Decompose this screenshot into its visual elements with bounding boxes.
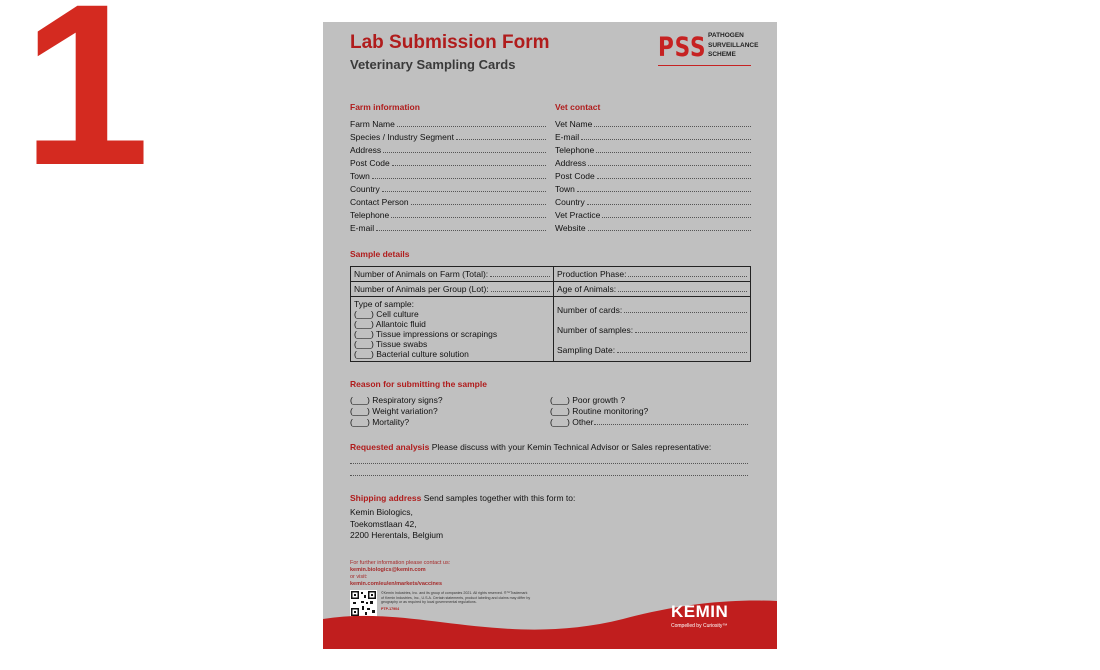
production-phase-cell[interactable] bbox=[554, 267, 751, 282]
requested-analysis bbox=[350, 442, 711, 452]
vet-contact-field[interactable] bbox=[555, 131, 751, 142]
pss-line2: SURVEILLANCE bbox=[708, 41, 759, 49]
farm-info-field[interactable] bbox=[350, 222, 546, 233]
number-of-cards-field[interactable] bbox=[557, 305, 747, 315]
farm-info-field-label: Post Code bbox=[350, 158, 390, 168]
reason-option[interactable]: (___) Poor growth ? bbox=[550, 395, 626, 405]
farm-info-field[interactable] bbox=[350, 144, 546, 155]
farm-info-heading: Farm information bbox=[350, 102, 420, 112]
number-of-cards-label: Number of cards: bbox=[557, 305, 623, 315]
vet-contact-field-label: E-mail bbox=[555, 132, 580, 142]
pss-acronym: PSS bbox=[658, 32, 707, 63]
vet-contact-field[interactable] bbox=[555, 196, 751, 207]
vet-contact-heading: Vet contact bbox=[555, 102, 601, 112]
info-email-link[interactable]: kemin.biologics@kemin.com bbox=[350, 567, 426, 573]
kemin-tagline: Compelled by Curiosity™ bbox=[671, 623, 728, 629]
vet-contact-field-label: Telephone bbox=[555, 145, 595, 155]
pss-subtitle bbox=[708, 31, 768, 60]
sample-type-option[interactable]: (___) Tissue swabs bbox=[354, 339, 428, 349]
requested-analysis-label: Requested analysis bbox=[350, 442, 430, 452]
reason-option-other[interactable]: (___) Other bbox=[550, 417, 748, 427]
page-number: 1 bbox=[22, 0, 150, 213]
vet-contact-field[interactable] bbox=[555, 144, 751, 155]
vet-contact-field[interactable] bbox=[555, 157, 751, 168]
vet-contact-field-label: Post Code bbox=[555, 171, 595, 181]
requested-analysis-line[interactable] bbox=[350, 463, 748, 464]
animals-total-label: Number of Animals on Farm (Total): bbox=[354, 269, 489, 279]
form-sheet bbox=[323, 22, 777, 649]
farm-info-field-label: Farm Name bbox=[350, 119, 395, 129]
farm-info-field-label: Species / Industry Segment bbox=[350, 132, 454, 142]
vet-contact-field[interactable] bbox=[555, 183, 751, 194]
sample-details-table bbox=[350, 266, 751, 362]
address-line: 2200 Herentals, Belgium bbox=[350, 530, 444, 540]
sample-type-option[interactable]: (___) Cell culture bbox=[354, 309, 419, 319]
shipping-address bbox=[350, 493, 575, 503]
requested-analysis-text: Please discuss with your Kemin Technical Advisor or Sales representative: bbox=[429, 442, 712, 452]
age-cell[interactable] bbox=[554, 282, 751, 297]
farm-info-field[interactable] bbox=[350, 118, 546, 129]
sample-type-cell bbox=[351, 297, 554, 362]
farm-info-field-label: Contact Person bbox=[350, 197, 409, 207]
address-line: Kemin Biologics, bbox=[350, 507, 413, 517]
sample-type-option[interactable]: (___) Bacterial culture solution bbox=[354, 349, 469, 359]
requested-analysis-line[interactable] bbox=[350, 475, 748, 476]
farm-info-field[interactable] bbox=[350, 131, 546, 142]
number-of-samples-label: Number of samples: bbox=[557, 325, 634, 335]
animals-total-cell[interactable] bbox=[351, 267, 554, 282]
sample-details-heading: Sample details bbox=[350, 249, 410, 259]
document-code: PTP-17904 bbox=[381, 606, 400, 611]
vet-contact-field-label: Website bbox=[555, 223, 586, 233]
legal-notice: ©Kemin Industries, Inc. and its group of companies 2021. All rights reserved. ®™Trademark of Kemin Industries, Inc., U.S.A. Certain statements, product labeling and claims may differ by geography or as required by local governmental regulations. bbox=[381, 591, 531, 605]
address-block bbox=[350, 507, 443, 542]
contact-info bbox=[350, 560, 450, 588]
sample-type-option[interactable]: (___) Tissue impressions or scrapings bbox=[354, 329, 498, 339]
vet-contact-field[interactable] bbox=[555, 170, 751, 181]
info-line: or visit: bbox=[350, 574, 368, 580]
info-url-link[interactable]: kemin.com/eu/en/markets/vaccines bbox=[350, 581, 443, 587]
vet-contact-field-label: Country bbox=[555, 197, 585, 207]
reason-heading: Reason for submitting the sample bbox=[350, 379, 487, 389]
farm-info-field[interactable] bbox=[350, 183, 546, 194]
farm-info-field-label: Town bbox=[350, 171, 370, 181]
kemin-logo bbox=[671, 602, 728, 629]
sample-count-cell bbox=[554, 297, 751, 362]
farm-info-field-label: Address bbox=[350, 145, 382, 155]
vet-contact-field-label: Address bbox=[555, 158, 587, 168]
pss-line1: PATHOGEN bbox=[708, 32, 744, 39]
form-subtitle: Veterinary Sampling Cards bbox=[350, 57, 516, 72]
farm-info-field[interactable] bbox=[350, 157, 546, 168]
sampling-date-label: Sampling Date: bbox=[557, 345, 616, 355]
pss-line3: SCHEME bbox=[708, 51, 736, 58]
vet-contact-field[interactable] bbox=[555, 209, 751, 220]
farm-info-field[interactable] bbox=[350, 209, 546, 220]
vet-contact-field[interactable] bbox=[555, 118, 751, 129]
vet-contact-field-label: Town bbox=[555, 184, 575, 194]
reason-option[interactable]: (___) Respiratory signs? bbox=[350, 395, 443, 405]
sample-type-label: Type of sample: bbox=[354, 299, 415, 309]
reason-option[interactable]: (___) Mortality? bbox=[350, 417, 410, 427]
farm-info-field-label: Country bbox=[350, 184, 380, 194]
reason-option[interactable]: (___) Routine monitoring? bbox=[550, 406, 649, 416]
number-of-samples-field[interactable] bbox=[557, 325, 747, 335]
form-title: Lab Submission Form bbox=[350, 32, 550, 53]
production-phase-label: Production Phase: bbox=[557, 269, 627, 279]
sampling-date-field[interactable] bbox=[557, 345, 747, 355]
sample-type-option[interactable]: (___) Allantoic fluid bbox=[354, 319, 426, 329]
farm-info-field-label: Telephone bbox=[350, 210, 390, 220]
animals-group-label: Number of Animals per Group (Lot): bbox=[354, 284, 489, 294]
shipping-address-label: Shipping address bbox=[350, 493, 422, 503]
vet-contact-field[interactable] bbox=[555, 222, 751, 233]
kemin-brand-name: KEMIN bbox=[671, 602, 729, 621]
farm-info-field[interactable] bbox=[350, 170, 546, 181]
vet-contact-field-label: Vet Practice bbox=[555, 210, 601, 220]
shipping-address-text: Send samples together with this form to: bbox=[421, 493, 576, 503]
address-line: Toekomstlaan 42, bbox=[350, 518, 417, 529]
farm-info-field-label: E-mail bbox=[350, 223, 375, 233]
animals-group-cell[interactable] bbox=[351, 282, 554, 297]
info-line: For further information please contact us: bbox=[350, 560, 451, 566]
age-label: Age of Animals: bbox=[557, 284, 617, 294]
reason-option[interactable]: (___) Weight variation? bbox=[350, 406, 438, 416]
vet-contact-field-label: Vet Name bbox=[555, 119, 593, 129]
farm-info-field[interactable] bbox=[350, 196, 546, 207]
pss-underline bbox=[658, 65, 751, 66]
